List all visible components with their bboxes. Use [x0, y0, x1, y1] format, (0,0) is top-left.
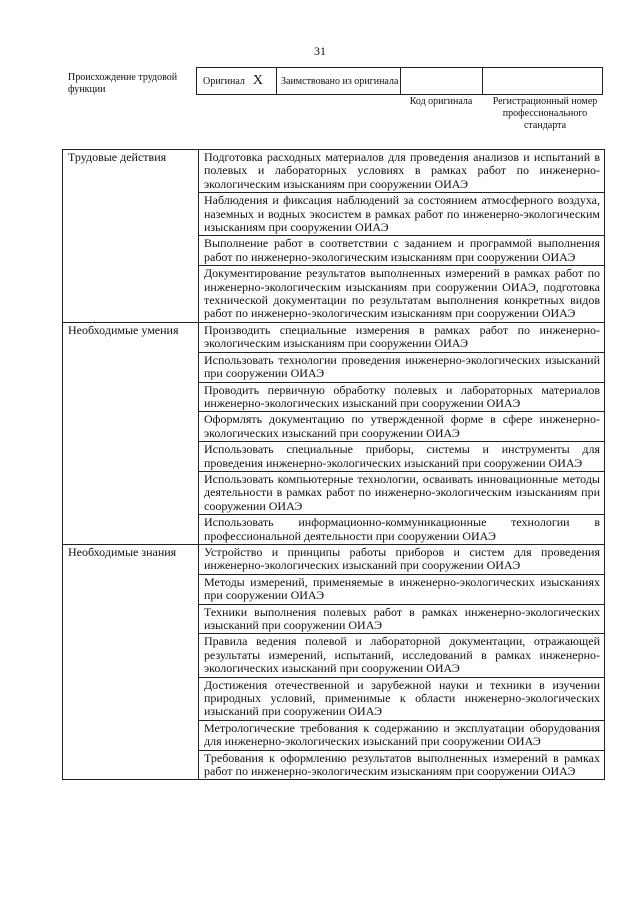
section-item: Выполнение работ в соответствии с заданием и программой выполнения работ по инженерно-экологическим изысканиям при сооружении ОИАЭ — [199, 236, 605, 266]
original-label: Оригинал — [203, 75, 245, 87]
section-item: Требования к оформлению результатов выполненных измерений в рамках работ по инженерно-экологическим изысканиям при сооружении ОИАЭ — [199, 750, 605, 780]
table-row — [63, 322, 605, 352]
section-label: Необходимые знания — [63, 544, 199, 780]
section-item: Достижения отечественной и зарубежной науки и техники в изучении природных условий, применимые к области инженерно-экологических изысканий при сооружении ОИАЭ — [199, 677, 605, 720]
section-item: Производить специальные измерения в рамках работ по инженерно-экологическим изысканиям при сооружении ОИАЭ — [199, 322, 605, 352]
reg-number-cell — [483, 68, 602, 94]
section-label: Необходимые умения — [63, 322, 199, 544]
code-cell — [401, 68, 483, 94]
section-item: Использовать информационно-коммуникационные технологии в профессиональной деятельности при сооружении ОИАЭ — [199, 515, 605, 545]
table-row — [63, 544, 605, 574]
table-row — [63, 150, 605, 193]
borrowed-cell — [277, 68, 401, 94]
section-item: Использовать компьютерные технологии, осваивать инновационные методы деятельности в рамках работ по инженерно-экологическим изысканиям при сооружении ОИАЭ — [199, 471, 605, 514]
original-cell — [197, 68, 277, 94]
section-item: Использовать технологии проведения инженерно-экологических изысканий при сооружении ОИАЭ — [199, 352, 605, 382]
page-number: 31 — [314, 44, 326, 58]
section-item: Техники выполнения полевых работ в рамках инженерно-экологических изысканий при сооружении ОИАЭ — [199, 604, 605, 634]
section-item: Метрологические требования к содержанию и эксплуатации оборудования для инженерно-экологических изысканий при сооружении ОИАЭ — [199, 720, 605, 750]
section-item: Использовать специальные приборы, системы и инструменты для проведения инженерно-экологических изысканий при сооружении ОИАЭ — [199, 442, 605, 472]
borrowed-label: Заимствовано из оригинала — [281, 75, 399, 87]
section-item: Методы измерений, применяемые в инженерно-экологических изысканиях при сооружении ОИАЭ — [199, 574, 605, 604]
section-item: Оформлять документацию по утвержденной форме в сфере инженерно-экологических изысканий при сооружении ОИАЭ — [199, 412, 605, 442]
labor-function-table — [62, 149, 605, 780]
section-item: Наблюдения и фиксация наблюдений за состоянием атмосферного воздуха, наземных и водных экосистем в рамках работ по инженерно-экологическим изысканиям при сооружении ОИАЭ — [199, 193, 605, 236]
section-item: Подготовка расходных материалов для проведения анализов и испытаний в полевых и лабораторных условиях в рамках работ по инженерно-экологическим изысканиям при сооружении ОИАЭ — [199, 150, 605, 193]
origin-label: Происхождение трудовой функции — [68, 72, 178, 95]
section-item: Правила ведения полевой и лабораторной документации, отражающей результаты измерений, испытаний, исследований в рамках инженерно-экологических изысканий при сооружении ОИАЭ — [199, 634, 605, 677]
origin-table — [196, 67, 603, 95]
reg-number-label: Регистрационный номер профессионального стандарта — [492, 96, 598, 131]
original-mark: X — [252, 73, 264, 88]
section-item: Документирование результатов выполненных измерений в рамках работ по инженерно-экологическим изысканиям при сооружении ОИАЭ, подготовка технической документации по результатам выполнения конкретных видов работ по инженерно-экологическим изысканиям при сооружении ОИАЭ — [199, 266, 605, 323]
section-item: Устройство и принципы работы приборов и систем для проведения инженерно-экологических изысканий при сооружении ОИАЭ — [199, 544, 605, 574]
section-item: Проводить первичную обработку полевых и лабораторных материалов инженерно-экологических изысканий при сооружении ОИАЭ — [199, 382, 605, 412]
section-label: Трудовые действия — [63, 150, 199, 323]
code-label: Код оригинала — [409, 96, 473, 107]
